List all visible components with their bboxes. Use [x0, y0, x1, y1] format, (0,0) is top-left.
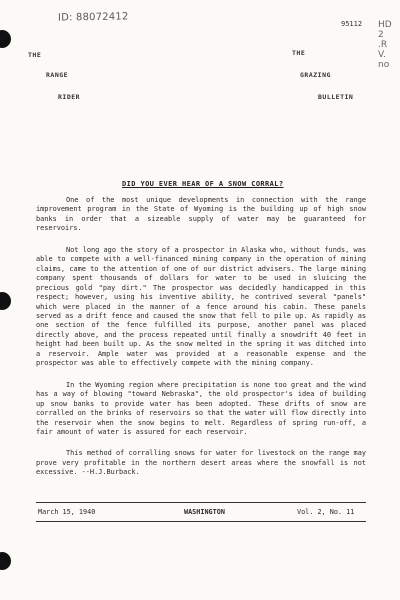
footer-rule-bottom: [36, 521, 366, 522]
masthead-right-the: THE: [292, 49, 306, 57]
footer-date: March 15, 1940: [38, 508, 96, 516]
masthead-right-bulletin: BULLETIN: [318, 93, 354, 101]
catalog-id-stamp: ID: 88072412: [57, 11, 129, 24]
footer-volume: Vol. 2, No. 11: [297, 508, 355, 516]
article-paragraph: One of the most unique developments in connection with the range improvement program in the State of Wyoming is the building up of high snow banks in order that a sizeable supply of water may be guaranteed for reservoirs.: [36, 196, 366, 233]
punch-hole: [0, 552, 11, 570]
article-paragraph: Not long ago the story of a prospector in Alaska who, without funds, was able to compete with a well-financed mining company in the operation of mining claims, came to the attention of one of our district advisers. The large mining company spent thousands of dollars for water to be used in sluicing the precious gold "pay dirt." The prospector was decidedly handicapped in this respect; however, using his inventive ability, he contrived several "panels" which were placed in the manner of a fence around his cabin. These panels served as a drift fence and caused the snow that fell to pile up. As rapidly as one section of the fence fulfilled its purpose, another panel was placed directly above, and the process repeated until finally a snowdrift 40 feet in height had been built up. As the snow melted in the spring it was ditched into a reservoir. Ample water was provided at a reasonable expense and the prospector was able to effectively compete with the mining company.: [36, 245, 366, 368]
handwritten-margin-note: [378, 20, 400, 70]
margin-note-line: 2: [378, 30, 384, 40]
margin-note-line: HD: [378, 20, 392, 30]
masthead-left-rider: RIDER: [58, 93, 81, 101]
document-number: 95112: [341, 20, 363, 28]
masthead-left-range: RANGE: [46, 71, 69, 79]
footer-place: WASHINGTON: [184, 508, 225, 516]
footer-rule-top: [36, 502, 366, 503]
margin-note-line: V.: [378, 50, 386, 60]
masthead-right-grazing: GRAZING: [300, 71, 331, 79]
article-paragraph: In the Wyoming region where precipitation is none too great and the wind has a way of blowing "toward Nebraska", the old prospector's idea of building up snow banks to provide water has been adopted. These drifts of snow are corralled on the brinks of reservoirs so that the water will flow directly into the reservoir when the snow begins to melt. Regardless of spring run-off, a fair amount of water is assured for each reservoir.: [36, 380, 366, 436]
masthead-left-the: THE: [28, 51, 42, 59]
margin-note-line: no: [378, 60, 390, 70]
article-body: [36, 196, 366, 490]
punch-hole: [0, 30, 11, 48]
margin-note-line: .R: [378, 40, 388, 50]
article-paragraph: This method of corralling snows for water for livestock on the range may prove very profitable in the northern desert areas where the snowfall is not excessive. --H.J.Burback.: [36, 449, 366, 477]
punch-hole: [0, 292, 11, 310]
article-title: DID YOU EVER HEAR OF A SNOW CORRAL?: [122, 180, 284, 188]
